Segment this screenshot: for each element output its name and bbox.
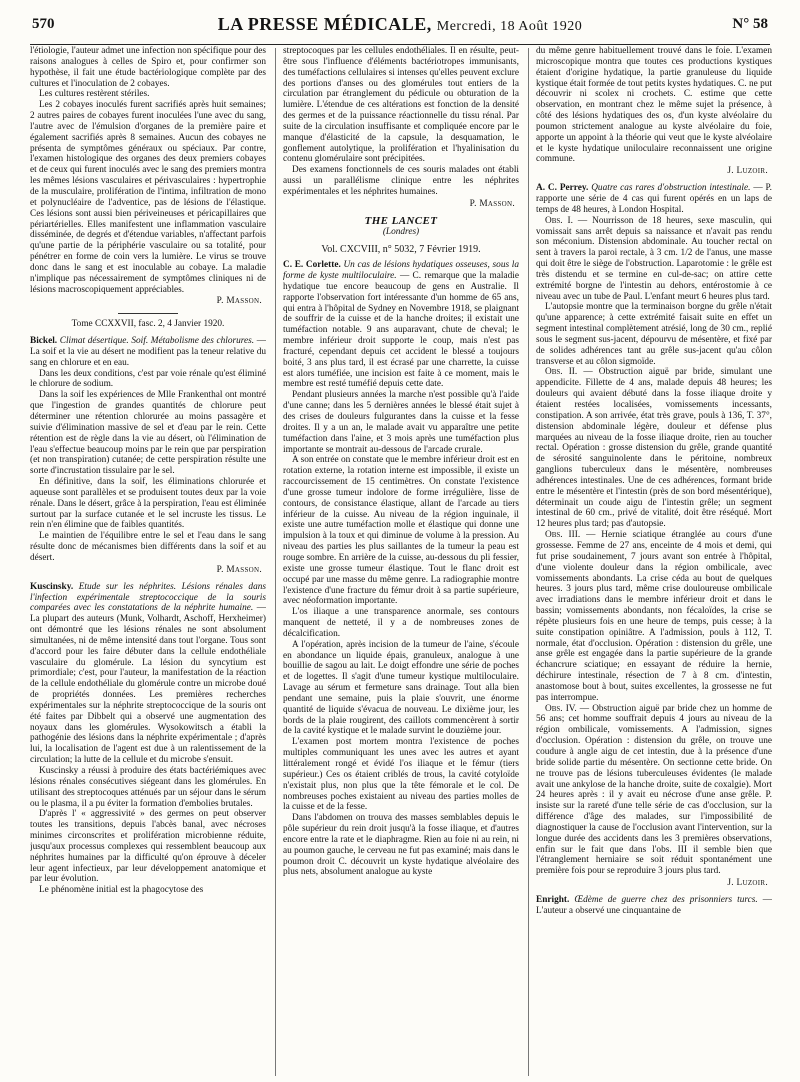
fascicle-heading: Tome CCXXVII, fasc. 2, 4 Janvier 1920. [71,319,225,330]
paragraph: Dans l'abdomen on trouva des masses semblables depuis le pôle supérieur du rein droit jusqu'à la fosse iliaque, et d'autres encore entre la rate et le diaphragme. Rien au foie ni au rein, ni au poumon gauche, le cerveau ne fut pas examiné; mais dans le poumon droit C. découvrit un kyste hydatique alvéolaire des plus nets, absolument analogue au kyste [283,813,519,878]
paragraph: Dans les deux conditions, c'est par voie rénale qu'est éliminé le chlorure de sodium. [30,368,266,390]
observation-label: Obs. I. [545,215,573,226]
column-1 [30,46,266,1080]
paragraph: Kuscinsky a réussi à produire des états bactériémiques avec lésions rénales consécutives siégeant dans les glomérules. En utilisant des streptocoques atténués par un séjour dans le sérum ou le plasma, il a pu éviter la formation d'embolies brutales. [30,766,266,809]
journal-name: THE LANCET [364,214,438,227]
paragraph: Pendant plusieurs années la marche n'est possible qu'à l'aide d'une canne; dans les 5 dernières années le blessé était sujet à des crises de douleurs fulgurantes dans la cuisse et la fesse droites. Il y a un an, le malade avait vu apparaître une petite tuméfaction dans l'aine, et 3 mois après une tuméfaction plus importante se montrait au-dessous de l'arcade crurale. [283,390,519,455]
abstract-intro [536,183,772,216]
paragraph: Des examens fonctionnels de ces souris malades ont établi aussi un parallélisme clinique entre les néphrites expérimentales et les néphrites humaines. [283,165,519,197]
journal-city: (Londres) [382,226,420,237]
paragraph: Le maintien de l'équilibre entre le sel et l'eau dans le sang résulte donc de mécanismes bien différents dans la soif et au désert. [30,531,266,563]
paragraph: l'étiologie, l'auteur admet une infection non spécifique pour des raisons analogues à celles de Spiro et, pour confirmer son hypothèse, il fait une étude bactériologique complète par des cultures et l'inoculation de 2 cobayes. [30,46,266,89]
observation-text: — Nourrisson de 18 heures, sexe masculin, qui vomissait sans arrêt depuis sa naissance et n'avait pas rendu son méconium. Distension abdominale. Au toucher rectal on sent à travers la paroi rectale, à 3 cm. 1/2 de l'anus, une masse qui doit être le siège de l'obstruction. Laparotomie : le grêle est très distendu et se termine en cul-de-sac; on attire cette extrémité borgne de l'intestin au dehors, entérostomie à ce niveau avec un tube de Paul. L'enfant meurt 6 heures plus tard. [536,215,772,302]
paragraph: streptocoques par les cellules endothéliales. Il en résulte, peut-être sous l'influence d'éléments bactériotropes immunisants, des tuméfactions cellulaires si intenses qu'elles peuvent exclure des portions d'anses ou des glomérules tout entiers de la circulation par étranglement du pédicule ou obturation de la lumière. L'étendue de ces altérations est fonction de la densité des germes et de la puissance réactionnelle du tissu rénal. Par suite de la circulation insuffisante et compliquée encore par le manque d'élasticité de la capsule, la desquamation, le gonflement autolytique, la prolifération et l'hyalinisation du contenu glomérulaire sont précipitées. [283,46,519,165]
paragraph: L'examen post mortem montra l'existence de poches multiples communiquant les unes avec les autres et ayant littéralement rongé et évidé l'os iliaque et le fémur (tiers supérieur.) Ces os étaient criblés de trous, la cavité cotyloïde n'existait plus, non plus que la tête fémorale et le col. De nombreuses poches existaient au niveau des parties molles de la cuisse et de la fesse. [283,737,519,813]
abstract-intro [536,895,772,917]
article-title: Climat désertique. Soif. Métabolisme des chlorures. [59,336,255,347]
article-title: Œdème de guerre chez des prisonniers turcs. [574,894,758,905]
column-divider [528,48,529,1076]
separator [118,313,178,314]
paragraph: du même genre habituellement trouvé dans le foie. L'examen microscopique montra que toutes ces productions kystiques étaient d'origine hydatique, la partie granuleuse du liquide kystique était formée de tout petits kystes hydatiques. C. ne put découvrir ni scolex ni crochets. C. estime que cette observation, en montrant chez le même sujet la présence, à côté des lésions hydatiques des os, d'un kyste alvéolaire du poumon strictement analogue au kyste alvéolaire du foie, apporte un appoint à la théorie qui veut que le kyste alvéolaire et le kyste hydatique uniloculaire reconnaissent une origine commune. [536,46,772,165]
journal-heading [283,216,519,238]
observation-label: Obs. II. [545,367,578,378]
observation-label: Obs. III. [545,530,581,541]
observation-text: — Obstruction aiguë par bride chez un homme de 56 ans; cet homme souffrait depuis 4 jours au niveau de la région ombilicale, vomissements. A l'admission, signes d'occlusion. Opération : distension du grêle, on trouve une coudure à angle aigu de cet intestin, due à la présence d'une bride solide partie du mésentère. On sectionne cette bride. On ne trouve pas de lésions tuberculeuses évidentes (le malade avait une ankylose de la hanche droite, suite de coxalgie). Mort 24 heures après : il y avait eu nécrose d'une anse grêle. P. insiste sur la rareté d'une telle série de cas d'occlusion, sur la différence d'âge des malades, sur l'impossibilité de diagnostiquer la cause de l'occlusion avant l'intervention, sur la longue durée des accidents dans les 3 premières observations, enfin sur le fait que dans l'obs. III il semble bien que l'étranglement herniaire se soit réduit spontanément une première fois pour se reproduire 3 jours plus tard. [536,703,772,877]
observation [536,530,772,704]
page-number: 570 [32,16,55,32]
paragraph-text: — L'auteur a observé une cinquantaine de [536,894,772,916]
article-title: Un cas de lésions hydatiques osseuses, sous la forme de kyste multiloculaire. [283,260,519,282]
article-title: Quatre cas rares d'obstruction intestinale. [591,183,751,194]
column-divider [275,48,276,1076]
paragraph-text: — La soif et la vie au désert ne modifient pas la teneur relative du sang en chlorure et en eau. [30,336,266,368]
paragraph: L'autopsie montre que la terminaison borgne du grêle n'était qu'une apparence; à cette extrémité faisait suite en effet un segment intestinal complètement atrésié, long de 30 cm., replié sous le segment sus-jacent, dépourvu de mésentère, et fixé par de solides adhérences tant au grêle sus-jacent qu'au côlon transverse et au côlon sigmoïde. [536,302,772,367]
abstract-intro [30,582,266,766]
paragraph: A l'opération, après incision de la tumeur de l'aine, s'écoule en abondance un liquide épais, granuleux, analogue à une bouillie de sagou au lait. Le doigt effondre une série de poches et de logettes. Il s'agit d'une tumeur kystique multiloculaire. Lavage au sérum et fermeture sans drainage. Tout alla bien pendant une semaine, puis la plaie s'ouvrit, une énorme quantité de liquide s'évacua de nouveau. Le dixième jour, les bords de la plaie rougirent, des caillots commencèrent à sortir de la cavité kystique et le malade survint le douzième jour. [283,639,519,737]
paragraph: D'après l' « aggressivité » des germes on peut observer toutes les transitions, depuis l'abcès banal, avec nécroses minimes circonscrites et prolifération microbienne réduite, jusqu'aux processus complexes qui ressemblent beaucoup aux néphrites humaines par la difficulté qu'on éprouve à déceler leur agent infectieux, par leur développement anatomique et par leur évolution. [30,809,266,885]
observation [536,216,772,303]
abstract-intro [283,260,519,390]
paragraph: Le phénomène initial est la phagocytose des [39,885,204,896]
author: A. C. Perrey. [536,183,589,194]
paragraph: Dans la soif les expériences de Mlle Frankenthal ont montré que l'ingestion de grandes quantités de chlorure peut déterminer une rétention chlorurée au moins passagère et suivie d'élimination massive de sel et d'eau par le rein. Cette rétention est de règle dans la vie au désert, où l'élimination de l'eau s'effectue beaucoup moins par le rein que par perspiration (et non transpiration) cutanée; de cette perspiration résulte une sorte d'incrustation tissulaire par le sel. [30,390,266,477]
observation-label: Obs. IV. [545,703,577,714]
author: C. E. Corlette. [283,260,341,271]
author: Enright. [536,894,570,905]
observation [536,704,772,878]
paragraph: L'os iliaque a une transparence anormale, ses contours manquent de netteté, il y a de nombreuses zones de décalcification. [283,607,519,639]
column-3 [536,46,772,1080]
article-title: Etude sur les néphrites. Lésions rénales dans l'infection expérimentale streptococcique de la souris comparées avec les constatations de la néphrite humaine. [30,581,266,614]
columns [30,46,772,1080]
column-2 [283,46,519,1080]
issue-number: N° 58 [732,16,768,32]
volume-heading: Vol. CXCVIII, n° 5032, 7 Février 1919. [321,244,481,256]
paragraph: En définitive, dans la soif, les éliminations chlorurée et aqueuse sont parallèles et se produisent toutes deux par la voie rénale. Dans le désert, grâce à la perspiration, l'eau est éliminée surtout par la surface cutanée et le sel incruste les tissus. Le rein n'en élimine que de faibles quantités. [30,477,266,531]
paragraph-text: — C. remarque que la maladie hydatique tue encore beaucoup de gens en Australie. Il rapporte l'observation fort intéressante d'un homme de 65 ans, qui entra à l'hôpital de Sydney en Novembre 1918, se plaignant de souffrir de la cuisse et de la hanche droites; il existait une tuméfaction notable. 9 ans auparavant, chute de cheval; le membre inférieur droit supporte le coup, mais n'est pas fracturé, cependant depuis cet accident le blessé a toujours boité, 3 ans plus tard, il est écrasé par une charrette, la cuisse est alors tuméfiée, une incision est faite à ce moment, mais le membre est resté tuméfié depuis cette date. [283,271,519,390]
paragraph-text: — P. rapporte une série de 4 cas qui furent opérés en un laps de temps de 48 heures, à London Hospital. [536,183,772,215]
signature: J. Luzoir. [727,878,768,889]
observation [536,367,772,530]
paragraph: A son entrée on constate que le membre inférieur droit est en rotation externe, la rotation interne est impossible, il existe un raccourcissement de 15 centimètres. On constate l'existence d'une grosse tumeur indolore de forme irrégulière, lisse de contours, de consistance élastique, allant de l'arcade au tiers inférieur de la cuisse. Au niveau de la région inguinale, il existe une autre tuméfaction molle et élastique qui donne une impulsion à la toux et qui diminue de volume à la pression. Au niveau des parties les plus saillantes de la tumeur la peau est rouge sombre. En arrière de la cuisse, au-dessous du pli fessier, existe une grosse tumeur élastique. Tout le flanc droit est occupé par une masse du même genre. La radiographie montre l'existence d'une fracture du fémur droit à sa partie supérieure, avec néoformation importante. [283,455,519,607]
abstract-intro [30,336,266,369]
author: Kuscinsky. [30,581,74,592]
signature: J. Luzoir. [727,166,768,177]
author: Bickel. [30,336,58,347]
signature: P. Masson. [469,198,515,209]
issue-date: Mercredi, 18 Août 1920 [436,19,583,34]
observation-text: — Obstruction aiguë par bride, simulant une appendicite. Fillette de 4 ans, malade depuis 48 heures; les douleurs qui avaient débuté dans la fosse iliaque droite y étaient restées localisées, vomissements incessants, constipation. A son arrivée, état très grave, pouls à 136, T. 37°, distension abdominale légère, douleur et défense plus marquées au niveau de la fosse iliaque droite, rien au toucher rectal. Opération : grosse distension du grêle, grande quantité de sérosité sanguinolente dans le péritoine, nombreux ganglions tuberculeux dans le mésentère, nombreuses adhérences intestinales. Une de ces adhérences, formant bride entre le mésentère et l'intestin (près de son bord mésentérique), déterminait un coude aigu de l'intestin grêle; un segment intestinal de 60 cm., privé de vitalité, doit être réséqué. Mort 12 heures plus tard; pas d'autopsie. [536,367,772,530]
observation-text: — Hernie sciatique étranglée au cours d'une grossesse. Femme de 27 ans, enceinte de 4 mois et demi, qui fut prise soudainement, 7 jours avant son entrée à l'hôpital, d'une violente douleur dans la région ombilicale, avec vomissements abondants. La crise céda au bout de quelques heures. 3 jours plus tard, même crise douloureuse ombilicale avec irradiations dans le membre inférieur droit et dans le bassin; vomissements abondants, non fécaloïdes, la crise se répète plusieurs fois en une heure de temps, puis cesse; à la suite constipation opiniâtre. A l'admission, pouls à 112, T. normale, état d'occlusion. Opération : distension du grêle, une anse grêle est engagée dans la partie supérieure de la grande échancrure sciatique; en essayant de réduire la hernie, déchirure intestinale, résection de 7 à 8 cm. d'intestin, anastomose bout à bout, suites excellentes, la grossesse ne fut pas interrompue. [536,530,772,703]
paragraph: Les 2 cobayes inoculés furent sacrifiés après huit semaines; 2 autres paires de cobayes furent inoculées l'une avec du sang, l'autre avec de l'émulsion d'organes de la première paire et également sacrifiés après 8 semaines. Aucun des cobayes ne présenta de symptômes généraux ou spéciaux. Par contre, l'examen histologique des organes des deux premiers cobayes et de ceux qui furent inoculés avec le sang des premiers montra les mêmes lésions vasculaires et périvasculaires : hypertrophie de la musculaire, prolifération de l'intima, infiltration de mono et polynucléaire de l'adventice, pas de lésions de l'élastique. Ces lésions sont aussi bien périveineuses et péricapillaires que périartérielles. Elles manifestent une inflammation vasculaire disséminée, de degrés et d'étendue variables, n'affectant parfois qu'une partie de la périphérie vasculaire ou sa totalité, pour pénétrer en forme de coin vers la lumière. Le virus se trouve donc dans le sang et est inoculable au cobaye. La maladie n'implique pas nécessairement de symptômes cliniques ni de lésions macroscopiquement appréciables. [30,100,266,295]
page-header [30,14,770,45]
signature: P. Masson. [216,564,262,575]
journal-title [30,14,770,35]
journal-name: LA PRESSE MÉDICALE, [217,14,432,34]
paragraph: Les cultures restèrent stériles. [39,89,150,100]
paragraph-text: — La plupart des auteurs (Munk, Volhardt, Aschoff, Herxheimer) ont démontré que les lésions rénales ne sont absolument simultanées, ni de même intensité dans tout l'organe. Tous sont d'accord pour les faire débuter dans la cellule endothéliale vasculaire du glomérule. La lésion du syncytium est primordiale; c'est, pour l'auteur, la manifestation de la réaction de la cellule endothéliale du glomérule contre un microbe doué de propriétés données. Les premières recherches expérimentales sur la néphrite streptococcique de la souris ont été faites par Dibbelt qui a observé une augmentation des noyaux dans les glomérules. Wysokowitsch a établi la pathogénie des lésions dans la néphrite expérimentale ; d'après lui, la localisation de l'agent est due à un ralentissement de la circulation; la lutte de la cellule et du microbe s'ensuit. [30,603,266,766]
signature: P. Masson. [216,296,262,307]
